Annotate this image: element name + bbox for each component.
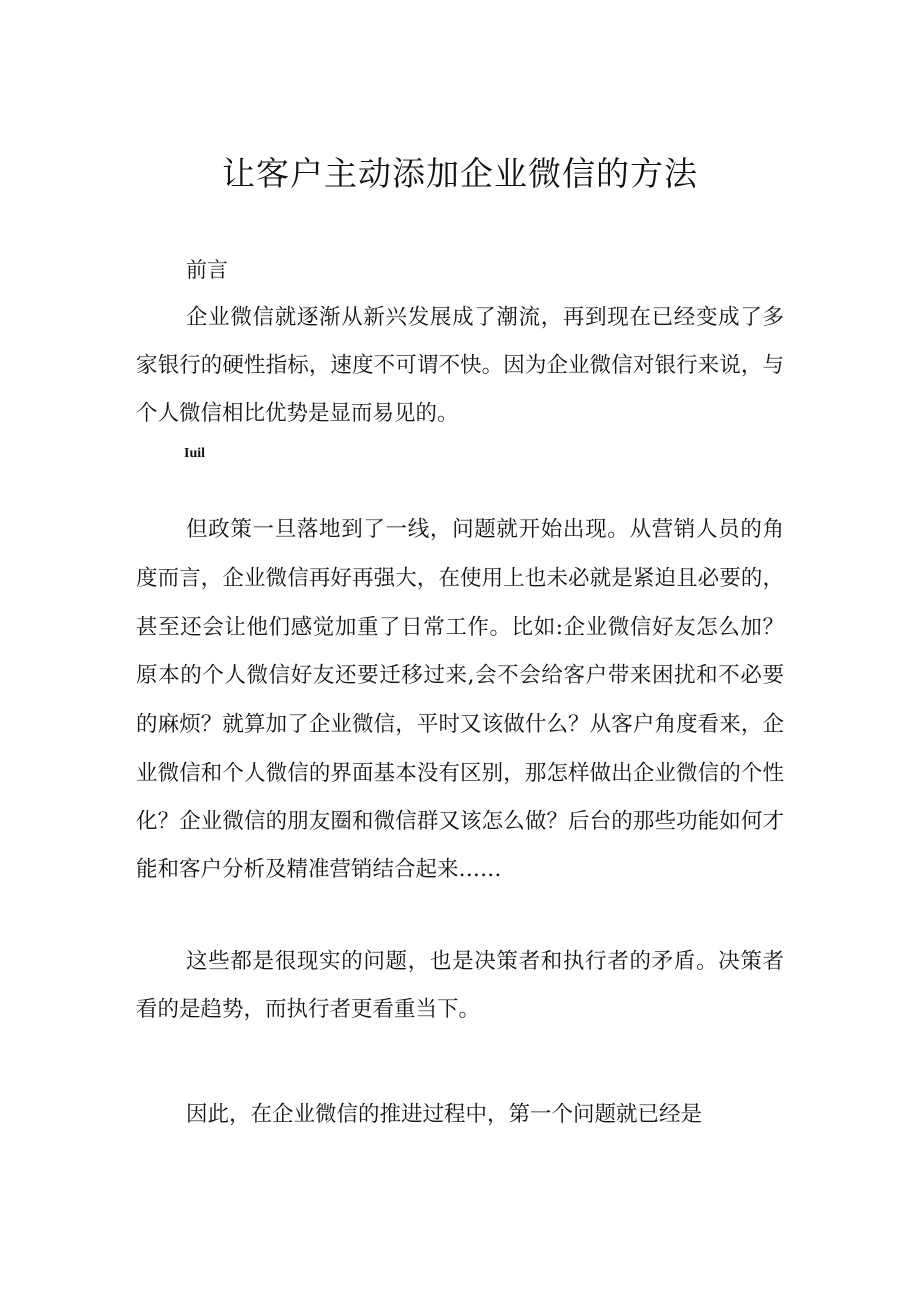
text-line: 因此，在企业微信的推进过程中，第一个问题就已经是 [186,1102,703,1127]
section-heading: 前言 [186,258,228,282]
text-line: 看的是趋势，而执行者更看重当下。 [136,997,481,1022]
text-line: 化？企业微信的朋友圈和微信群又该怎么做？后台的那些功能如何才 [136,809,784,834]
stray-marker-text: Iuil [184,446,206,461]
text-line: 企业微信就逐渐从新兴发展成了潮流，再到现在已经变成了多 [186,305,784,330]
text-line: 个人微信相比优势是显而易见的。 [136,401,459,426]
text-line: 能和客户分析及精准营销结合起来…… [136,857,502,882]
document-title: 让客户主动添加企业微信的方法 [222,154,698,193]
text-line: 原本的个人微信好友还要迁移过来,会不会给客户带来困扰和不必要 [136,663,784,688]
text-line: 度而言，企业微信再好再强大，在使用上也未必就是紧迫且必要的， [136,566,784,591]
text-line: 的麻烦？就算加了企业微信，平时又该做什么？从客户角度看来，企 [136,712,784,737]
text-line: 甚至还会让他们感觉加重了日常工作。比如:企业微信好友怎么加？ [136,615,784,640]
text-line: 但政策一旦落地到了一线，问题就开始出现。从营销人员的角 [186,517,784,542]
text-line: 业微信和个人微信的界面基本没有区别，那怎样做出企业微信的个性 [136,761,784,786]
text-line: 这些都是很现实的问题，也是决策者和执行者的矛盾。决策者 [186,949,784,974]
text-line: 家银行的硬性指标，速度不可谓不快。因为企业微信对银行来说，与 [136,353,784,378]
